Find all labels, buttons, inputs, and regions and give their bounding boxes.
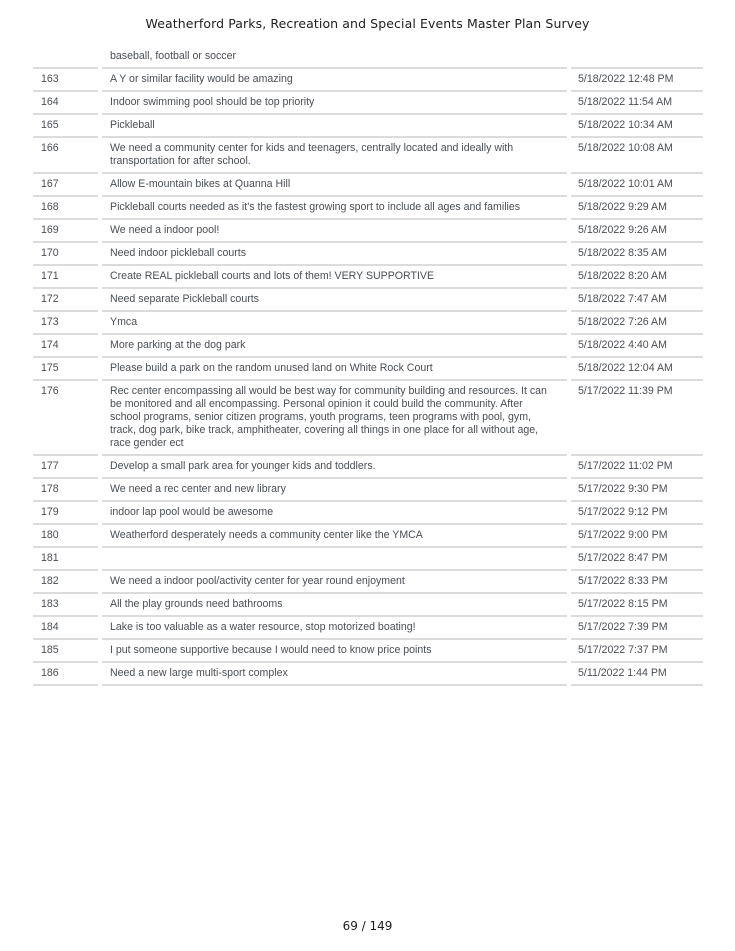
response-number: 171 — [33, 266, 98, 289]
response-text: All the play grounds need bathrooms — [102, 594, 567, 617]
response-date: 5/17/2022 9:30 PM — [571, 479, 703, 502]
response-text: Need indoor pickleball courts — [102, 243, 567, 266]
response-date: 5/17/2022 8:15 PM — [571, 594, 703, 617]
response-date: 5/11/2022 1:44 PM — [571, 663, 703, 686]
response-text: Weatherford desperately needs a community center like the YMCA — [102, 525, 567, 548]
response-date: 5/18/2022 7:47 AM — [571, 289, 703, 312]
response-text: Pickleball courts needed as it's the fastest growing sport to include all ages and families — [102, 197, 567, 220]
response-text: Create REAL pickleball courts and lots of them! VERY SUPPORTIVE — [102, 266, 567, 289]
response-number: 163 — [33, 69, 98, 92]
table-row — [33, 525, 703, 548]
response-date: 5/18/2022 12:04 AM — [571, 358, 703, 381]
table-row — [33, 289, 703, 312]
table-row — [33, 312, 703, 335]
response-date: 5/18/2022 12:48 PM — [571, 69, 703, 92]
table-row — [33, 479, 703, 502]
response-number: 165 — [33, 115, 98, 138]
response-number: 167 — [33, 174, 98, 197]
response-text: We need a indoor pool! — [102, 220, 567, 243]
response-text: Rec center encompassing all would be best way for community building and resources. It can be monitored and all encompassing. Personal opinion it could build the community. After school programs, senior citizen programs, youth programs, teen programs with pool, gym, track, dog park, bike track, amphitheater, covering all things in one place for all without age, race gender ect — [102, 381, 567, 456]
response-number: 176 — [33, 381, 98, 456]
response-date: 5/18/2022 10:01 AM — [571, 174, 703, 197]
response-number: 179 — [33, 502, 98, 525]
response-number — [33, 46, 98, 69]
response-number: 164 — [33, 92, 98, 115]
response-text: Lake is too valuable as a water resource, stop motorized boating! — [102, 617, 567, 640]
response-text: baseball, football or soccer — [102, 46, 567, 69]
response-date: 5/18/2022 11:54 AM — [571, 92, 703, 115]
table-row — [33, 456, 703, 479]
table-row — [33, 502, 703, 525]
table-row — [33, 115, 703, 138]
response-number: 178 — [33, 479, 98, 502]
response-text: We need a indoor pool/activity center for year round enjoyment — [102, 571, 567, 594]
table-row — [33, 243, 703, 266]
response-date: 5/18/2022 10:08 AM — [571, 138, 703, 174]
table-row — [33, 358, 703, 381]
response-date: 5/17/2022 9:12 PM — [571, 502, 703, 525]
response-text: Need separate Pickleball courts — [102, 289, 567, 312]
table-row — [33, 46, 703, 69]
table-row — [33, 220, 703, 243]
page-title: Weatherford Parks, Recreation and Special Events Master Plan Survey — [145, 16, 590, 31]
table-row — [33, 197, 703, 220]
response-date: 5/18/2022 10:34 AM — [571, 115, 703, 138]
response-date: 5/17/2022 7:39 PM — [571, 617, 703, 640]
response-number: 180 — [33, 525, 98, 548]
response-date: 5/17/2022 11:39 PM — [571, 381, 703, 456]
response-date: 5/17/2022 11:02 PM — [571, 456, 703, 479]
response-number: 185 — [33, 640, 98, 663]
response-number: 184 — [33, 617, 98, 640]
response-number: 174 — [33, 335, 98, 358]
table-row — [33, 548, 703, 571]
table-row — [33, 174, 703, 197]
page-number: 69 / 149 — [342, 919, 393, 933]
table-row — [33, 640, 703, 663]
table-row — [33, 266, 703, 289]
response-text: Please build a park on the random unused land on White Rock Court — [102, 358, 567, 381]
response-number: 175 — [33, 358, 98, 381]
response-date: 5/18/2022 7:26 AM — [571, 312, 703, 335]
table-row — [33, 571, 703, 594]
table-row — [33, 92, 703, 115]
response-date: 5/18/2022 8:35 AM — [571, 243, 703, 266]
response-number: 182 — [33, 571, 98, 594]
table-row — [33, 138, 703, 174]
table-row — [33, 335, 703, 358]
table-row — [33, 381, 703, 456]
table-row — [33, 617, 703, 640]
response-date: 5/17/2022 7:37 PM — [571, 640, 703, 663]
response-date: 5/18/2022 4:40 AM — [571, 335, 703, 358]
response-text: I put someone supportive because I would need to know price points — [102, 640, 567, 663]
response-text: Pickleball — [102, 115, 567, 138]
response-text: Allow E-mountain bikes at Quanna Hill — [102, 174, 567, 197]
response-number: 172 — [33, 289, 98, 312]
response-number: 168 — [33, 197, 98, 220]
response-text: Ymca — [102, 312, 567, 335]
table-row — [33, 594, 703, 617]
response-text: Develop a small park area for younger kids and toddlers. — [102, 456, 567, 479]
response-date: 5/18/2022 9:29 AM — [571, 197, 703, 220]
response-date — [571, 46, 703, 69]
response-date: 5/17/2022 9:00 PM — [571, 525, 703, 548]
response-date: 5/18/2022 8:20 AM — [571, 266, 703, 289]
response-text: Need a new large multi-sport complex — [102, 663, 567, 686]
response-date: 5/18/2022 9:26 AM — [571, 220, 703, 243]
response-number: 170 — [33, 243, 98, 266]
response-number: 183 — [33, 594, 98, 617]
response-number: 186 — [33, 663, 98, 686]
table-row — [33, 69, 703, 92]
response-number: 166 — [33, 138, 98, 174]
response-number: 173 — [33, 312, 98, 335]
response-number: 169 — [33, 220, 98, 243]
responses-table — [33, 46, 703, 686]
response-text: A Y or similar facility would be amazing — [102, 69, 567, 92]
response-text: We need a community center for kids and teenagers, centrally located and ideally with transportation for after school. — [102, 138, 567, 174]
response-text — [102, 548, 567, 571]
response-number: 181 — [33, 548, 98, 571]
response-text: More parking at the dog park — [102, 335, 567, 358]
table-row — [33, 663, 703, 686]
response-text: indoor lap pool would be awesome — [102, 502, 567, 525]
response-text: We need a rec center and new library — [102, 479, 567, 502]
response-date: 5/17/2022 8:47 PM — [571, 548, 703, 571]
response-text: Indoor swimming pool should be top priority — [102, 92, 567, 115]
response-number: 177 — [33, 456, 98, 479]
response-date: 5/17/2022 8:33 PM — [571, 571, 703, 594]
